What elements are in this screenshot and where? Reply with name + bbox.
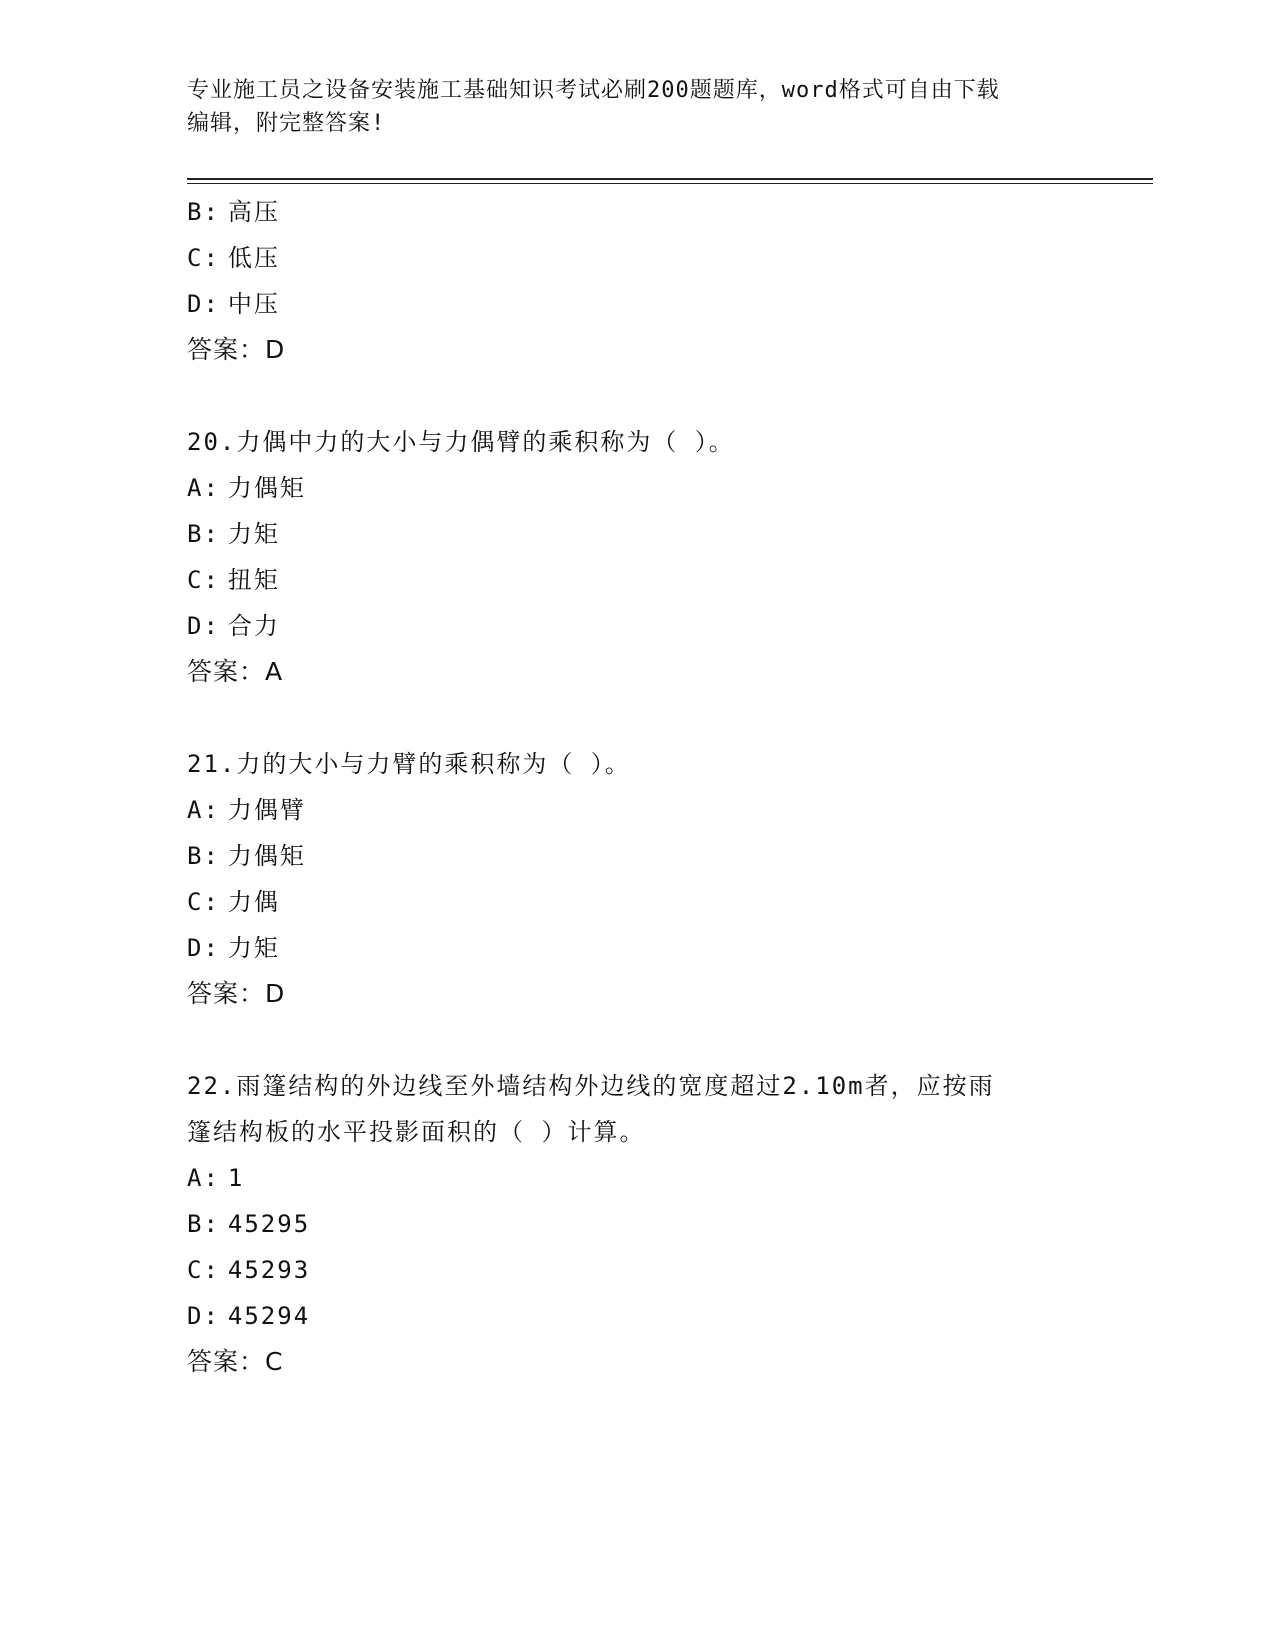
option-d (187, 925, 1087, 971)
question-stem: 20.力偶中力的大小与力偶臂的乘积称为（ ）。 (187, 428, 735, 456)
header-title-line-2: 编辑，附完整答案! (187, 111, 386, 136)
answer-line: 答案：D (187, 979, 286, 1008)
option-a (187, 1155, 1087, 1201)
spacer (187, 373, 1087, 419)
option-a (187, 465, 1087, 511)
option-a (187, 787, 1087, 833)
option-key: C: (187, 1256, 220, 1284)
option-key: C: (187, 566, 220, 594)
question-stem-line-2: 篷结构板的水平投影面积的（ ）计算。 (187, 1118, 646, 1146)
option-text: 力偶臂 (227, 796, 306, 824)
spacer (187, 695, 1087, 741)
option-key: D: (187, 1302, 220, 1330)
option-text: 45293 (227, 1256, 311, 1284)
header-divider-thick (187, 178, 1153, 180)
option-key: C: (187, 888, 220, 916)
option-text: 力偶矩 (227, 474, 306, 502)
answer-line: 答案：A (187, 657, 284, 686)
option-text: 力矩 (227, 520, 280, 548)
option-text: 45294 (227, 1302, 311, 1330)
option-text: 力矩 (227, 934, 280, 962)
option-d (187, 603, 1087, 649)
question-stem-line-1: 22.雨篷结构的外边线至外墙结构外边线的宽度超过2.10m者，应按雨 (187, 1072, 995, 1100)
option-text: 力偶矩 (227, 842, 306, 870)
option-d (187, 1293, 1087, 1339)
option-key: D: (187, 612, 220, 640)
option-text: 1 (227, 1164, 245, 1192)
question-list (187, 189, 1087, 1385)
option-key: A: (187, 474, 220, 502)
question-22 (187, 1063, 1087, 1385)
option-key: C: (187, 244, 220, 272)
option-key: B: (187, 520, 220, 548)
answer-line: 答案：C (187, 1347, 284, 1376)
option-c (187, 235, 1087, 281)
option-text: 高压 (227, 198, 280, 226)
option-text: 扭矩 (227, 566, 280, 594)
option-b (187, 189, 1087, 235)
option-text: 中压 (227, 290, 280, 318)
option-key: D: (187, 290, 220, 318)
question-21 (187, 741, 1087, 1017)
option-c (187, 1247, 1087, 1293)
option-b (187, 1201, 1087, 1247)
option-b (187, 833, 1087, 879)
option-text: 合力 (227, 612, 280, 640)
option-c (187, 557, 1087, 603)
option-c (187, 879, 1087, 925)
question-19-continued (187, 189, 1087, 373)
option-text: 低压 (227, 244, 280, 272)
document-header (187, 74, 1087, 140)
option-key: B: (187, 842, 220, 870)
option-text: 力偶 (227, 888, 280, 916)
header-divider-thin (187, 183, 1153, 184)
answer-line: 答案：D (187, 335, 286, 364)
option-key: D: (187, 934, 220, 962)
question-stem: 21.力的大小与力臂的乘积称为（ ）。 (187, 750, 631, 778)
option-key: A: (187, 1164, 220, 1192)
option-d (187, 281, 1087, 327)
option-key: B: (187, 1210, 220, 1238)
spacer (187, 1017, 1087, 1063)
header-title-line-1: 专业施工员之设备安装施工基础知识考试必刷200题题库，word格式可自由下载 (187, 78, 1000, 103)
option-text: 45295 (227, 1210, 311, 1238)
question-20 (187, 419, 1087, 695)
option-b (187, 511, 1087, 557)
option-key: A: (187, 796, 220, 824)
option-key: B: (187, 198, 220, 226)
